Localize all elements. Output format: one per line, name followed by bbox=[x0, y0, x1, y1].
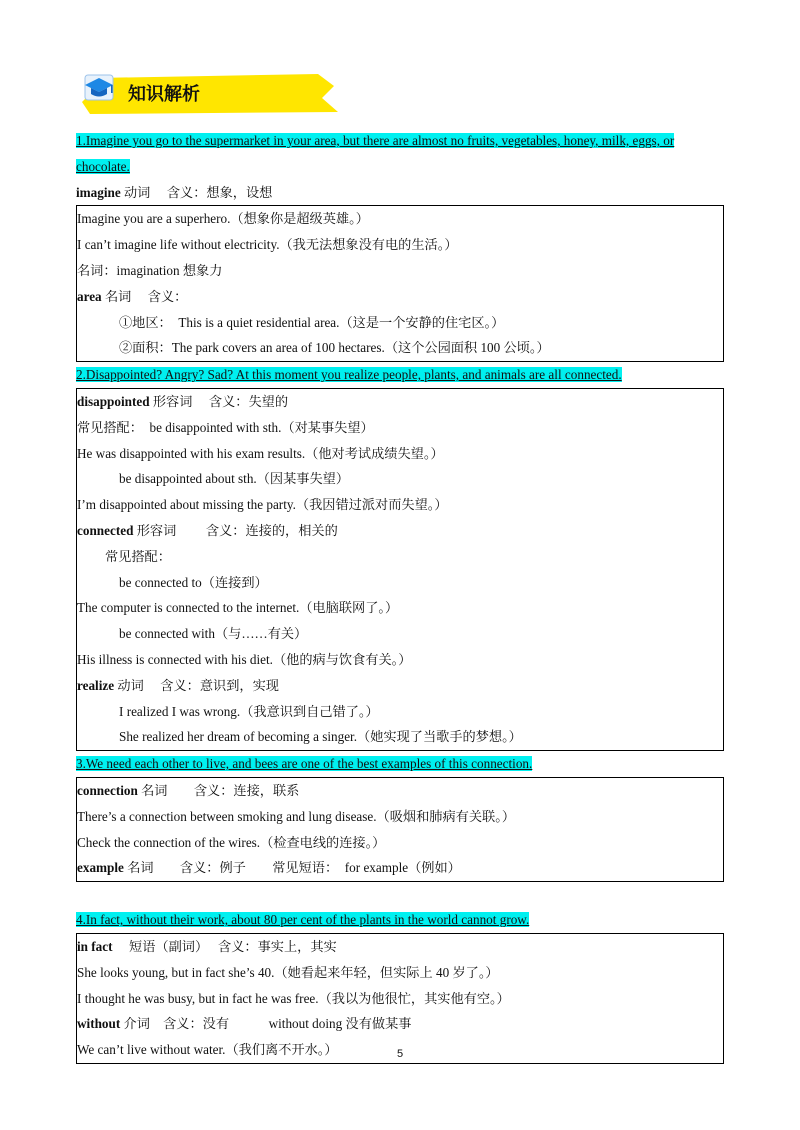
page-number: 5 bbox=[396, 1048, 404, 1060]
explanation-line bbox=[77, 258, 723, 284]
section-banner bbox=[82, 72, 344, 116]
line-text: The computer is connected to the internet.（电脑联网了。） bbox=[77, 600, 399, 616]
keyword: connection bbox=[77, 782, 138, 798]
section-heading bbox=[76, 907, 724, 933]
explanation-line bbox=[77, 699, 723, 725]
line-text: 介词 含义：没有 without doing 没有做某事 bbox=[120, 1016, 412, 1032]
explanation-line bbox=[77, 389, 723, 415]
line-text: She realized her dream of becoming a singer.（她实现了当歌手的梦想。） bbox=[119, 729, 522, 745]
explanation-box bbox=[76, 205, 724, 362]
explanation-line bbox=[77, 673, 723, 699]
line-text: 动词 含义：意识到，实现 bbox=[114, 677, 279, 693]
explanation-line bbox=[77, 206, 723, 232]
graduation-cap-icon bbox=[82, 72, 116, 102]
explanation-line bbox=[77, 724, 723, 750]
line-text: His illness is connected with his diet.（他的病与饮食有关。） bbox=[77, 651, 412, 667]
keyword: connected bbox=[77, 522, 134, 538]
explanation-line bbox=[77, 518, 723, 544]
explanation-line bbox=[77, 544, 723, 570]
line-text: 常见搭配： bbox=[105, 548, 171, 564]
explanation-line bbox=[77, 1011, 723, 1037]
line-text: 动词 含义：想象，设想 bbox=[120, 184, 273, 200]
explanation-line bbox=[77, 830, 723, 856]
explanation-line bbox=[77, 804, 723, 830]
keyword: example bbox=[77, 860, 124, 876]
line-text: There’s a connection between smoking and lung disease.（吸烟和肺病有关联。） bbox=[77, 808, 516, 824]
line-text: 常见搭配： be disappointed with sth.（对某事失望） bbox=[77, 419, 374, 435]
keyword: area bbox=[77, 288, 102, 304]
explanation-line bbox=[77, 492, 723, 518]
explanation-box bbox=[76, 777, 724, 882]
line-text: 名词 含义：连接，联系 bbox=[137, 782, 300, 798]
highlighted-sentence: 4.In fact, without their work, about 80 per cent of the plants in the world cannot grow. bbox=[76, 912, 530, 928]
highlighted-sentence: 3.We need each other to live, and bees are one of the best examples of this connection. bbox=[76, 756, 533, 772]
keyword: without bbox=[77, 1016, 121, 1032]
explanation-line bbox=[77, 466, 723, 492]
explanation-line bbox=[77, 232, 723, 258]
line-text: be disappointed about sth.（因某事失望） bbox=[119, 471, 350, 487]
line-text: 形容词 含义：连接的，相关的 bbox=[133, 522, 338, 538]
explanation-line bbox=[77, 284, 723, 310]
section-spacer bbox=[76, 882, 724, 907]
line-text: ②面积：The park covers an area of 100 hectares.（这个公园面积 100 公顷。） bbox=[119, 340, 550, 356]
line-text: I can’t imagine life without electricity.（我无法想象没有电的生活。） bbox=[77, 237, 458, 253]
explanation-line bbox=[77, 570, 723, 596]
explanation-box bbox=[76, 933, 724, 1064]
keyword: realize bbox=[77, 677, 115, 693]
line-text: I’m disappointed about missing the party.（我因错过派对而失望。） bbox=[77, 497, 448, 513]
line-text: We can’t live without water.（我们离不开水。） bbox=[77, 1042, 338, 1058]
keyword: in fact bbox=[77, 938, 113, 954]
explanation-line bbox=[77, 335, 723, 361]
explanation-line bbox=[77, 934, 723, 960]
line-text: She looks young, but in fact she’s 40.（她看起来年轻，但实际上 40 岁了。） bbox=[77, 964, 499, 980]
explanation-line bbox=[77, 595, 723, 621]
notes-content bbox=[76, 128, 724, 1064]
line-text: Check the connection of the wires.（检查电线的连接。） bbox=[77, 834, 386, 850]
explanation-line bbox=[77, 960, 723, 986]
line-text: 名词：imagination 想象力 bbox=[77, 262, 223, 278]
explanation-line bbox=[77, 310, 723, 336]
explanation-line bbox=[77, 855, 723, 881]
line-text: be connected to（连接到） bbox=[119, 574, 268, 590]
word-entry bbox=[76, 180, 724, 206]
line-text: 名词 含义： bbox=[101, 288, 188, 304]
explanation-box bbox=[76, 388, 724, 751]
line-text: 名词 含义：例子 常见短语： for example（例如） bbox=[123, 860, 461, 876]
explanation-line bbox=[77, 621, 723, 647]
section-heading bbox=[76, 362, 724, 388]
line-text: He was disappointed with his exam results.（他对考试成绩失望。） bbox=[77, 445, 444, 461]
section-heading bbox=[76, 751, 724, 777]
line-text: 短语（副词） 含义：事实上，其实 bbox=[112, 938, 337, 954]
explanation-line bbox=[77, 647, 723, 673]
keyword: disappointed bbox=[77, 393, 150, 409]
explanation-line bbox=[77, 441, 723, 467]
line-text: I thought he was busy, but in fact he was free.（我以为他很忙，其实他有空。） bbox=[77, 990, 510, 1006]
line-text: be connected with（与……有关） bbox=[119, 626, 308, 642]
section-heading bbox=[76, 128, 724, 180]
explanation-line bbox=[77, 415, 723, 441]
explanation-line bbox=[77, 986, 723, 1012]
keyword: imagine bbox=[76, 184, 121, 200]
line-text: Imagine you are a superhero.（想象你是超级英雄。） bbox=[77, 211, 369, 227]
highlighted-sentence: 1.Imagine you go to the supermarket in your area, but there are almost no fruits, vegetables, honey, milk, eggs, or chocolate. bbox=[76, 133, 675, 174]
line-text: ①地区： This is a quiet residential area.（这是一个安静的住宅区。） bbox=[119, 314, 505, 330]
banner-background bbox=[82, 72, 344, 116]
highlighted-sentence: 2.Disappointed? Angry? Sad? At this moment you realize people, plants, and animals are all connected. bbox=[76, 367, 622, 383]
banner-title: 知识解析 bbox=[128, 84, 200, 105]
line-text: I realized I was wrong.（我意识到自己错了。） bbox=[119, 703, 379, 719]
line-text: 形容词 含义：失望的 bbox=[149, 393, 289, 409]
explanation-line bbox=[77, 778, 723, 804]
